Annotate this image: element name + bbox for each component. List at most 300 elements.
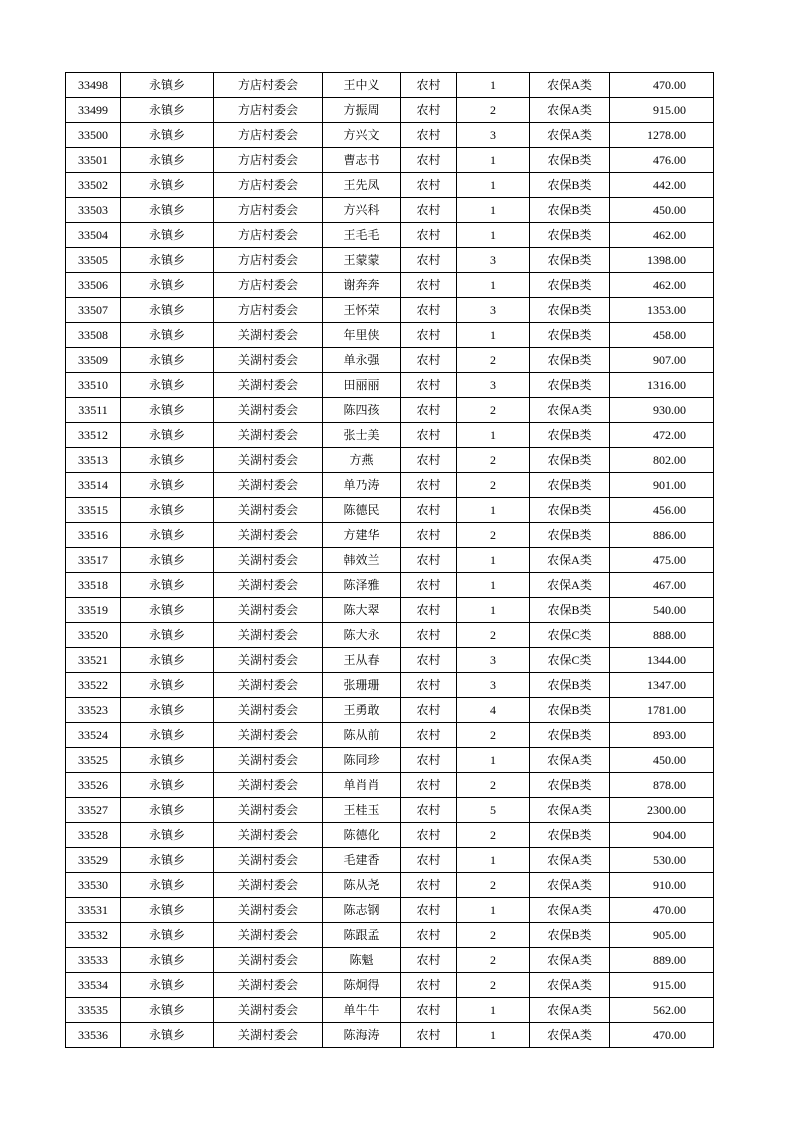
cell-amount: 470.00 (610, 898, 714, 923)
cell-residence: 农村 (401, 573, 457, 598)
cell-count: 1 (457, 898, 530, 923)
cell-name: 曹志书 (323, 148, 401, 173)
cell-name: 陈四孩 (323, 398, 401, 423)
cell-residence: 农村 (401, 1023, 457, 1048)
cell-category: 农保B类 (530, 498, 610, 523)
cell-village: 关湖村委会 (214, 498, 323, 523)
cell-residence: 农村 (401, 773, 457, 798)
cell-category: 农保B类 (530, 198, 610, 223)
cell-township: 永镇乡 (121, 898, 214, 923)
cell-village: 关湖村委会 (214, 848, 323, 873)
cell-category: 农保B类 (530, 348, 610, 373)
cell-category: 农保A类 (530, 948, 610, 973)
table-row (66, 98, 714, 123)
cell-count: 2 (457, 398, 530, 423)
cell-count: 1 (457, 548, 530, 573)
cell-amount: 886.00 (610, 523, 714, 548)
cell-name: 王中义 (323, 73, 401, 98)
cell-village: 关湖村委会 (214, 823, 323, 848)
cell-serial: 33528 (66, 823, 121, 848)
cell-name: 年里侠 (323, 323, 401, 348)
cell-village: 方店村委会 (214, 123, 323, 148)
cell-category: 农保B类 (530, 373, 610, 398)
cell-township: 永镇乡 (121, 123, 214, 148)
cell-village: 方店村委会 (214, 248, 323, 273)
cell-category: 农保B类 (530, 823, 610, 848)
cell-category: 农保A类 (530, 98, 610, 123)
cell-township: 永镇乡 (121, 498, 214, 523)
cell-township: 永镇乡 (121, 73, 214, 98)
cell-count: 3 (457, 673, 530, 698)
cell-category: 农保B类 (530, 423, 610, 448)
cell-amount: 910.00 (610, 873, 714, 898)
cell-amount: 901.00 (610, 473, 714, 498)
cell-serial: 33535 (66, 998, 121, 1023)
cell-amount: 450.00 (610, 198, 714, 223)
cell-serial: 33503 (66, 198, 121, 223)
cell-category: 农保C类 (530, 648, 610, 673)
cell-residence: 农村 (401, 273, 457, 298)
cell-name: 陈泽雅 (323, 573, 401, 598)
cell-residence: 农村 (401, 898, 457, 923)
table-row (66, 173, 714, 198)
cell-residence: 农村 (401, 948, 457, 973)
cell-township: 永镇乡 (121, 223, 214, 248)
cell-count: 5 (457, 798, 530, 823)
cell-residence: 农村 (401, 848, 457, 873)
cell-village: 方店村委会 (214, 148, 323, 173)
cell-township: 永镇乡 (121, 698, 214, 723)
cell-township: 永镇乡 (121, 1023, 214, 1048)
table-row (66, 398, 714, 423)
cell-category: 农保B类 (530, 473, 610, 498)
cell-village: 方店村委会 (214, 73, 323, 98)
cell-village: 关湖村委会 (214, 573, 323, 598)
cell-amount: 915.00 (610, 98, 714, 123)
table-body (66, 73, 714, 1048)
cell-name: 单牛牛 (323, 998, 401, 1023)
cell-village: 方店村委会 (214, 298, 323, 323)
cell-serial: 33527 (66, 798, 121, 823)
cell-category: 农保B类 (530, 148, 610, 173)
cell-count: 2 (457, 973, 530, 998)
cell-serial: 33519 (66, 598, 121, 623)
cell-name: 陈德化 (323, 823, 401, 848)
cell-serial: 33521 (66, 648, 121, 673)
cell-residence: 农村 (401, 348, 457, 373)
table-row (66, 273, 714, 298)
cell-serial: 33524 (66, 723, 121, 748)
cell-amount: 893.00 (610, 723, 714, 748)
cell-amount: 562.00 (610, 998, 714, 1023)
cell-category: 农保B类 (530, 273, 610, 298)
cell-serial: 33501 (66, 148, 121, 173)
table-row (66, 198, 714, 223)
cell-amount: 907.00 (610, 348, 714, 373)
cell-village: 关湖村委会 (214, 923, 323, 948)
cell-category: 农保A类 (530, 573, 610, 598)
cell-name: 方燕 (323, 448, 401, 473)
cell-category: 农保A类 (530, 798, 610, 823)
cell-category: 农保B类 (530, 923, 610, 948)
cell-village: 关湖村委会 (214, 523, 323, 548)
cell-category: 农保A类 (530, 73, 610, 98)
cell-serial: 33511 (66, 398, 121, 423)
cell-category: 农保B类 (530, 448, 610, 473)
cell-residence: 农村 (401, 873, 457, 898)
cell-township: 永镇乡 (121, 573, 214, 598)
cell-residence: 农村 (401, 298, 457, 323)
table-row (66, 473, 714, 498)
cell-residence: 农村 (401, 623, 457, 648)
cell-village: 关湖村委会 (214, 548, 323, 573)
cell-name: 方建华 (323, 523, 401, 548)
cell-village: 方店村委会 (214, 223, 323, 248)
cell-township: 永镇乡 (121, 773, 214, 798)
cell-name: 王毛毛 (323, 223, 401, 248)
cell-count: 3 (457, 298, 530, 323)
cell-name: 陈海涛 (323, 1023, 401, 1048)
cell-serial: 33502 (66, 173, 121, 198)
table-row (66, 723, 714, 748)
cell-amount: 904.00 (610, 823, 714, 848)
cell-village: 关湖村委会 (214, 423, 323, 448)
cell-name: 谢奔奔 (323, 273, 401, 298)
cell-amount: 476.00 (610, 148, 714, 173)
cell-serial: 33500 (66, 123, 121, 148)
cell-township: 永镇乡 (121, 998, 214, 1023)
cell-residence: 农村 (401, 73, 457, 98)
cell-residence: 农村 (401, 723, 457, 748)
cell-residence: 农村 (401, 223, 457, 248)
cell-residence: 农村 (401, 498, 457, 523)
cell-amount: 470.00 (610, 73, 714, 98)
cell-serial: 33518 (66, 573, 121, 598)
cell-village: 关湖村委会 (214, 998, 323, 1023)
cell-township: 永镇乡 (121, 548, 214, 573)
cell-residence: 农村 (401, 998, 457, 1023)
cell-serial: 33522 (66, 673, 121, 698)
cell-count: 3 (457, 248, 530, 273)
cell-count: 2 (457, 523, 530, 548)
table-row (66, 523, 714, 548)
cell-category: 农保B类 (530, 698, 610, 723)
cell-serial: 33526 (66, 773, 121, 798)
table-row (66, 823, 714, 848)
cell-village: 关湖村委会 (214, 648, 323, 673)
cell-name: 陈跟孟 (323, 923, 401, 948)
cell-category: 农保A类 (530, 973, 610, 998)
cell-serial: 33515 (66, 498, 121, 523)
cell-amount: 470.00 (610, 1023, 714, 1048)
cell-residence: 农村 (401, 448, 457, 473)
table-row (66, 648, 714, 673)
cell-residence: 农村 (401, 473, 457, 498)
cell-amount: 462.00 (610, 223, 714, 248)
cell-amount: 1353.00 (610, 298, 714, 323)
cell-village: 关湖村委会 (214, 948, 323, 973)
cell-name: 王先凤 (323, 173, 401, 198)
cell-township: 永镇乡 (121, 148, 214, 173)
cell-name: 田丽丽 (323, 373, 401, 398)
cell-township: 永镇乡 (121, 298, 214, 323)
cell-count: 1 (457, 198, 530, 223)
cell-name: 王从春 (323, 648, 401, 673)
cell-residence: 农村 (401, 173, 457, 198)
cell-amount: 915.00 (610, 973, 714, 998)
beneficiary-table (65, 72, 714, 1048)
cell-residence: 农村 (401, 423, 457, 448)
cell-residence: 农村 (401, 673, 457, 698)
table-row (66, 448, 714, 473)
cell-residence: 农村 (401, 373, 457, 398)
cell-serial: 33512 (66, 423, 121, 448)
cell-township: 永镇乡 (121, 423, 214, 448)
cell-township: 永镇乡 (121, 348, 214, 373)
cell-serial: 33505 (66, 248, 121, 273)
cell-count: 1 (457, 273, 530, 298)
cell-category: 农保A类 (530, 848, 610, 873)
table-row (66, 348, 714, 373)
cell-name: 单肖肖 (323, 773, 401, 798)
cell-amount: 458.00 (610, 323, 714, 348)
cell-serial: 33534 (66, 973, 121, 998)
cell-village: 关湖村委会 (214, 898, 323, 923)
cell-amount: 2300.00 (610, 798, 714, 823)
cell-township: 永镇乡 (121, 373, 214, 398)
cell-category: 农保A类 (530, 398, 610, 423)
cell-village: 关湖村委会 (214, 723, 323, 748)
cell-count: 4 (457, 698, 530, 723)
cell-village: 关湖村委会 (214, 398, 323, 423)
cell-name: 陈德民 (323, 498, 401, 523)
cell-amount: 442.00 (610, 173, 714, 198)
cell-amount: 450.00 (610, 748, 714, 773)
cell-count: 1 (457, 323, 530, 348)
cell-township: 永镇乡 (121, 248, 214, 273)
table-row (66, 223, 714, 248)
cell-amount: 905.00 (610, 923, 714, 948)
cell-serial: 33514 (66, 473, 121, 498)
cell-township: 永镇乡 (121, 173, 214, 198)
cell-category: 农保B类 (530, 323, 610, 348)
cell-serial: 33504 (66, 223, 121, 248)
cell-township: 永镇乡 (121, 398, 214, 423)
cell-count: 2 (457, 773, 530, 798)
cell-township: 永镇乡 (121, 848, 214, 873)
cell-township: 永镇乡 (121, 598, 214, 623)
cell-residence: 农村 (401, 198, 457, 223)
cell-serial: 33509 (66, 348, 121, 373)
cell-township: 永镇乡 (121, 323, 214, 348)
cell-amount: 1316.00 (610, 373, 714, 398)
cell-name: 毛建香 (323, 848, 401, 873)
cell-township: 永镇乡 (121, 798, 214, 823)
table-row (66, 973, 714, 998)
cell-category: 农保C类 (530, 623, 610, 648)
cell-amount: 540.00 (610, 598, 714, 623)
cell-amount: 472.00 (610, 423, 714, 448)
cell-category: 农保A类 (530, 548, 610, 573)
cell-name: 王桂玉 (323, 798, 401, 823)
cell-category: 农保A类 (530, 898, 610, 923)
cell-count: 3 (457, 373, 530, 398)
cell-residence: 农村 (401, 148, 457, 173)
cell-count: 2 (457, 923, 530, 948)
table-row (66, 898, 714, 923)
table-row (66, 673, 714, 698)
cell-category: 农保A类 (530, 123, 610, 148)
cell-count: 2 (457, 823, 530, 848)
cell-amount: 930.00 (610, 398, 714, 423)
cell-serial: 33523 (66, 698, 121, 723)
cell-residence: 农村 (401, 548, 457, 573)
table-row (66, 148, 714, 173)
cell-serial: 33510 (66, 373, 121, 398)
cell-count: 2 (457, 98, 530, 123)
cell-village: 关湖村委会 (214, 448, 323, 473)
cell-count: 1 (457, 748, 530, 773)
cell-count: 2 (457, 448, 530, 473)
cell-amount: 1344.00 (610, 648, 714, 673)
cell-village: 关湖村委会 (214, 798, 323, 823)
cell-name: 张士美 (323, 423, 401, 448)
cell-category: 农保B类 (530, 773, 610, 798)
cell-township: 永镇乡 (121, 623, 214, 648)
cell-name: 方兴科 (323, 198, 401, 223)
cell-category: 农保A类 (530, 748, 610, 773)
cell-amount: 802.00 (610, 448, 714, 473)
table-row (66, 298, 714, 323)
cell-township: 永镇乡 (121, 973, 214, 998)
cell-village: 关湖村委会 (214, 373, 323, 398)
cell-village: 关湖村委会 (214, 623, 323, 648)
cell-name: 陈从尧 (323, 873, 401, 898)
cell-category: 农保A类 (530, 873, 610, 898)
table-row (66, 73, 714, 98)
cell-name: 单永强 (323, 348, 401, 373)
cell-name: 陈从前 (323, 723, 401, 748)
cell-count: 1 (457, 1023, 530, 1048)
table-row (66, 323, 714, 348)
cell-residence: 农村 (401, 598, 457, 623)
cell-count: 3 (457, 648, 530, 673)
table-row (66, 798, 714, 823)
cell-serial: 33506 (66, 273, 121, 298)
table-row (66, 598, 714, 623)
cell-village: 关湖村委会 (214, 973, 323, 998)
cell-count: 1 (457, 223, 530, 248)
cell-count: 2 (457, 873, 530, 898)
cell-name: 王蒙蒙 (323, 248, 401, 273)
cell-serial: 33498 (66, 73, 121, 98)
table-row (66, 548, 714, 573)
cell-count: 1 (457, 998, 530, 1023)
cell-township: 永镇乡 (121, 923, 214, 948)
cell-count: 2 (457, 348, 530, 373)
cell-township: 永镇乡 (121, 873, 214, 898)
cell-serial: 33513 (66, 448, 121, 473)
cell-serial: 33525 (66, 748, 121, 773)
cell-amount: 878.00 (610, 773, 714, 798)
table-row (66, 423, 714, 448)
cell-name: 张珊珊 (323, 673, 401, 698)
cell-count: 1 (457, 73, 530, 98)
cell-serial: 33517 (66, 548, 121, 573)
cell-count: 2 (457, 723, 530, 748)
table-row (66, 498, 714, 523)
cell-category: 农保B类 (530, 523, 610, 548)
cell-name: 韩效兰 (323, 548, 401, 573)
cell-count: 1 (457, 173, 530, 198)
cell-count: 2 (457, 948, 530, 973)
cell-category: 农保B类 (530, 298, 610, 323)
cell-count: 1 (457, 148, 530, 173)
cell-village: 方店村委会 (214, 273, 323, 298)
cell-village: 关湖村委会 (214, 598, 323, 623)
table-row (66, 873, 714, 898)
cell-count: 3 (457, 123, 530, 148)
cell-count: 2 (457, 473, 530, 498)
cell-township: 永镇乡 (121, 523, 214, 548)
cell-residence: 农村 (401, 98, 457, 123)
cell-residence: 农村 (401, 248, 457, 273)
cell-count: 1 (457, 498, 530, 523)
cell-serial: 33532 (66, 923, 121, 948)
cell-serial: 33531 (66, 898, 121, 923)
cell-amount: 1398.00 (610, 248, 714, 273)
cell-township: 永镇乡 (121, 673, 214, 698)
cell-name: 王勇敢 (323, 698, 401, 723)
cell-amount: 888.00 (610, 623, 714, 648)
cell-residence: 农村 (401, 323, 457, 348)
cell-township: 永镇乡 (121, 648, 214, 673)
cell-village: 方店村委会 (214, 198, 323, 223)
cell-count: 1 (457, 573, 530, 598)
cell-name: 陈炯得 (323, 973, 401, 998)
cell-amount: 467.00 (610, 573, 714, 598)
cell-name: 陈大翠 (323, 598, 401, 623)
cell-amount: 462.00 (610, 273, 714, 298)
cell-name: 陈志钢 (323, 898, 401, 923)
cell-village: 方店村委会 (214, 98, 323, 123)
cell-count: 1 (457, 848, 530, 873)
table-row (66, 948, 714, 973)
cell-serial: 33516 (66, 523, 121, 548)
cell-name: 陈同珍 (323, 748, 401, 773)
cell-category: 农保B类 (530, 223, 610, 248)
cell-category: 农保B类 (530, 248, 610, 273)
cell-township: 永镇乡 (121, 473, 214, 498)
cell-township: 永镇乡 (121, 273, 214, 298)
cell-residence: 农村 (401, 648, 457, 673)
cell-residence: 农村 (401, 123, 457, 148)
cell-amount: 530.00 (610, 848, 714, 873)
cell-name: 单乃涛 (323, 473, 401, 498)
cell-residence: 农村 (401, 798, 457, 823)
table-row (66, 573, 714, 598)
cell-residence: 农村 (401, 923, 457, 948)
cell-village: 关湖村委会 (214, 773, 323, 798)
cell-village: 关湖村委会 (214, 873, 323, 898)
table-row (66, 623, 714, 648)
cell-township: 永镇乡 (121, 198, 214, 223)
cell-serial: 33530 (66, 873, 121, 898)
cell-serial: 33507 (66, 298, 121, 323)
cell-village: 方店村委会 (214, 173, 323, 198)
cell-count: 2 (457, 623, 530, 648)
table-row (66, 698, 714, 723)
